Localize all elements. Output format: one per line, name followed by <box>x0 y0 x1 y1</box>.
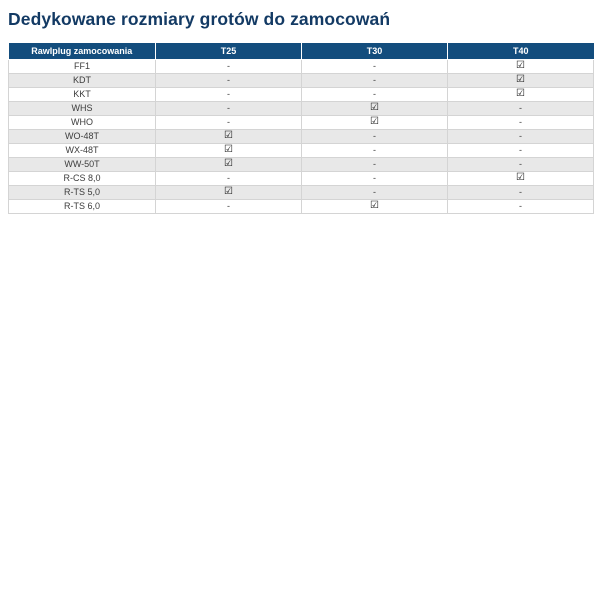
row-label: KKT <box>9 87 156 101</box>
table-header-row <box>9 43 594 59</box>
checkbox-checked-icon: ☑ <box>224 158 233 169</box>
table-row <box>9 157 594 171</box>
dash-cell: - <box>302 171 448 185</box>
check-cell <box>448 87 594 101</box>
dash-cell: - <box>448 115 594 129</box>
table-row <box>9 143 594 157</box>
dash-cell: - <box>156 73 302 87</box>
dash-cell: - <box>156 115 302 129</box>
check-cell <box>156 157 302 171</box>
dash-cell: - <box>448 101 594 115</box>
dash-cell: - <box>302 87 448 101</box>
table-body <box>9 59 594 213</box>
dash-cell: - <box>448 199 594 213</box>
dash-cell: - <box>448 143 594 157</box>
dash-cell: - <box>156 199 302 213</box>
checkbox-checked-icon: ☑ <box>370 116 379 127</box>
table-row <box>9 87 594 101</box>
checkbox-checked-icon: ☑ <box>370 200 379 211</box>
dash-cell: - <box>302 157 448 171</box>
check-cell <box>302 115 448 129</box>
dash-cell: - <box>448 185 594 199</box>
checkbox-checked-icon: ☑ <box>516 172 525 183</box>
check-cell <box>156 143 302 157</box>
row-label: WHS <box>9 101 156 115</box>
row-label: R-TS 5,0 <box>9 185 156 199</box>
check-cell <box>156 185 302 199</box>
table-row <box>9 73 594 87</box>
check-cell <box>448 171 594 185</box>
row-label: WX-48T <box>9 143 156 157</box>
checkbox-checked-icon: ☑ <box>516 74 525 85</box>
dash-cell: - <box>448 129 594 143</box>
column-header-fastener: Rawlplug zamocowania <box>9 43 156 59</box>
dash-cell: - <box>302 59 448 73</box>
row-label: R-TS 6,0 <box>9 199 156 213</box>
dash-cell: - <box>448 157 594 171</box>
checkbox-checked-icon: ☑ <box>224 186 233 197</box>
row-label: WO-48T <box>9 129 156 143</box>
table-row <box>9 129 594 143</box>
checkbox-checked-icon: ☑ <box>224 144 233 155</box>
table-row <box>9 101 594 115</box>
row-label: KDT <box>9 73 156 87</box>
checkbox-checked-icon: ☑ <box>516 60 525 71</box>
table-row <box>9 199 594 213</box>
check-cell <box>156 129 302 143</box>
dash-cell: - <box>302 129 448 143</box>
row-label: R-CS 8,0 <box>9 171 156 185</box>
dash-cell: - <box>302 185 448 199</box>
fastener-bit-size-table <box>8 43 594 214</box>
page-title: Dedykowane rozmiary grotów do zamocowań <box>8 9 391 29</box>
dash-cell: - <box>156 59 302 73</box>
checkbox-checked-icon: ☑ <box>224 130 233 141</box>
dash-cell: - <box>156 87 302 101</box>
row-label: WHO <box>9 115 156 129</box>
check-cell <box>448 73 594 87</box>
check-cell <box>302 101 448 115</box>
dash-cell: - <box>302 73 448 87</box>
table-row <box>9 59 594 73</box>
row-label: WW-50T <box>9 157 156 171</box>
table-row <box>9 115 594 129</box>
dash-cell: - <box>156 171 302 185</box>
column-header-t25: T25 <box>156 43 302 59</box>
table-row <box>9 171 594 185</box>
dash-cell: - <box>156 101 302 115</box>
row-label: FF1 <box>9 59 156 73</box>
check-cell <box>448 59 594 73</box>
column-header-t40: T40 <box>448 43 594 59</box>
dash-cell: - <box>302 143 448 157</box>
checkbox-checked-icon: ☑ <box>370 102 379 113</box>
check-cell <box>302 199 448 213</box>
checkbox-checked-icon: ☑ <box>516 88 525 99</box>
table-row <box>9 185 594 199</box>
column-header-t30: T30 <box>302 43 448 59</box>
